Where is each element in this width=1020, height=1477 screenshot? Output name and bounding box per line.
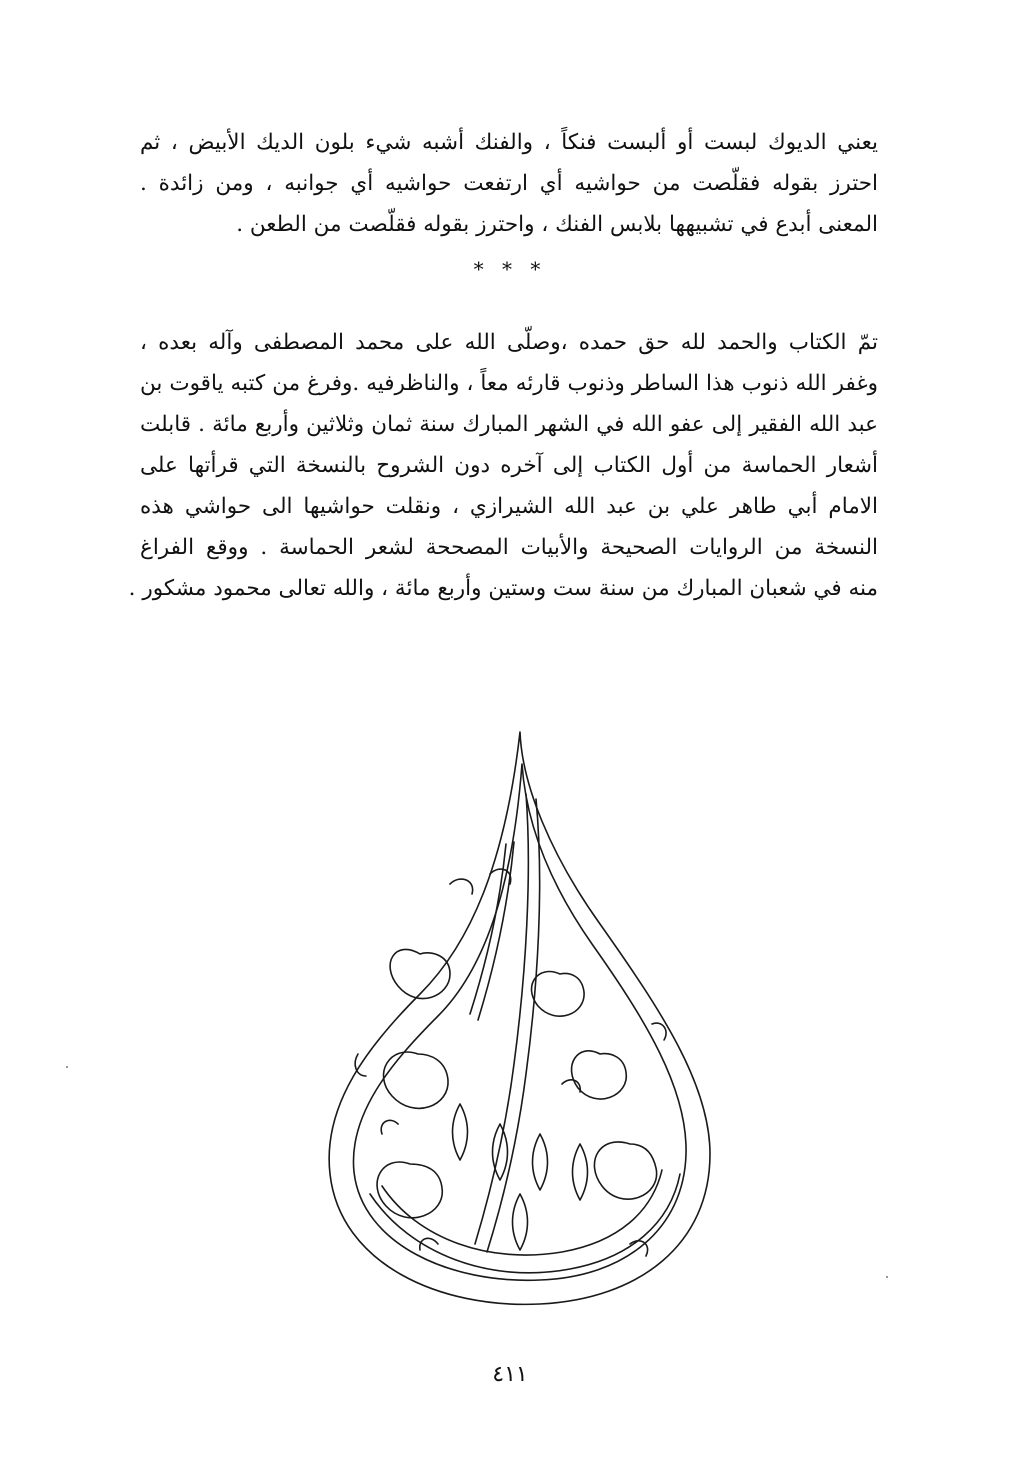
text-line: النسخة من الروايات الصحيحة والأبيات المصححة لشعر الحماسة . ووقع الفراغ [140,535,878,560]
section-separator: * * * [473,257,547,281]
colophon-paragraph [128,322,878,609]
text-line: المعنى أبدع في تشبيهها بلابس الفنك ، واحترز بقوله فقلّصت من الطعن . [236,212,878,237]
page-number: ٤١١ [492,1362,528,1387]
commentary-paragraph [140,122,878,245]
text-line: عبد الله الفقير إلى عفو الله في الشهر المبارك سنة ثمان وثلاثين وأربع مائة . قابلت [140,412,878,437]
calligraphy-teardrop-ornament-icon [300,724,740,1324]
text-line: منه في شعبان المبارك من سنة ست وستين وأربع مائة ، والله تعالى محمود مشكور . [128,576,878,601]
scan-speck [66,1066,68,1068]
text-line: الامام أبي طاهر علي بن عبد الله الشيرازي ، ونقلت حواشيها الى حواشي هذه [140,494,878,519]
text-line: أشعار الحماسة من أول الكتاب إلى آخره دون الشروح بالنسخة التي قرأتها على [140,453,878,478]
text-line: يعني الديوك لبست أو ألبست فنكاً ، والفنك أشبه شيء بلون الديك الأبيض ، ثم [140,130,878,155]
text-line: احترز بقوله فقلّصت من حواشيه أي ارتفعت حواشيه أي جوانبه ، ومن زائدة . [140,171,878,196]
text-line: تمّ الكتاب والحمد لله حق حمده ،وصلّى الله على محمد المصطفى وآله بعده ، [140,330,878,355]
ornament-strokes [329,732,710,1304]
text-line: وغفر الله ذنوب هذا الساطر وذنوب قارئه معاً ، والناظرفيه .وفرغ من كتبه ياقوت بن [140,371,878,396]
scan-speck [886,1276,888,1278]
